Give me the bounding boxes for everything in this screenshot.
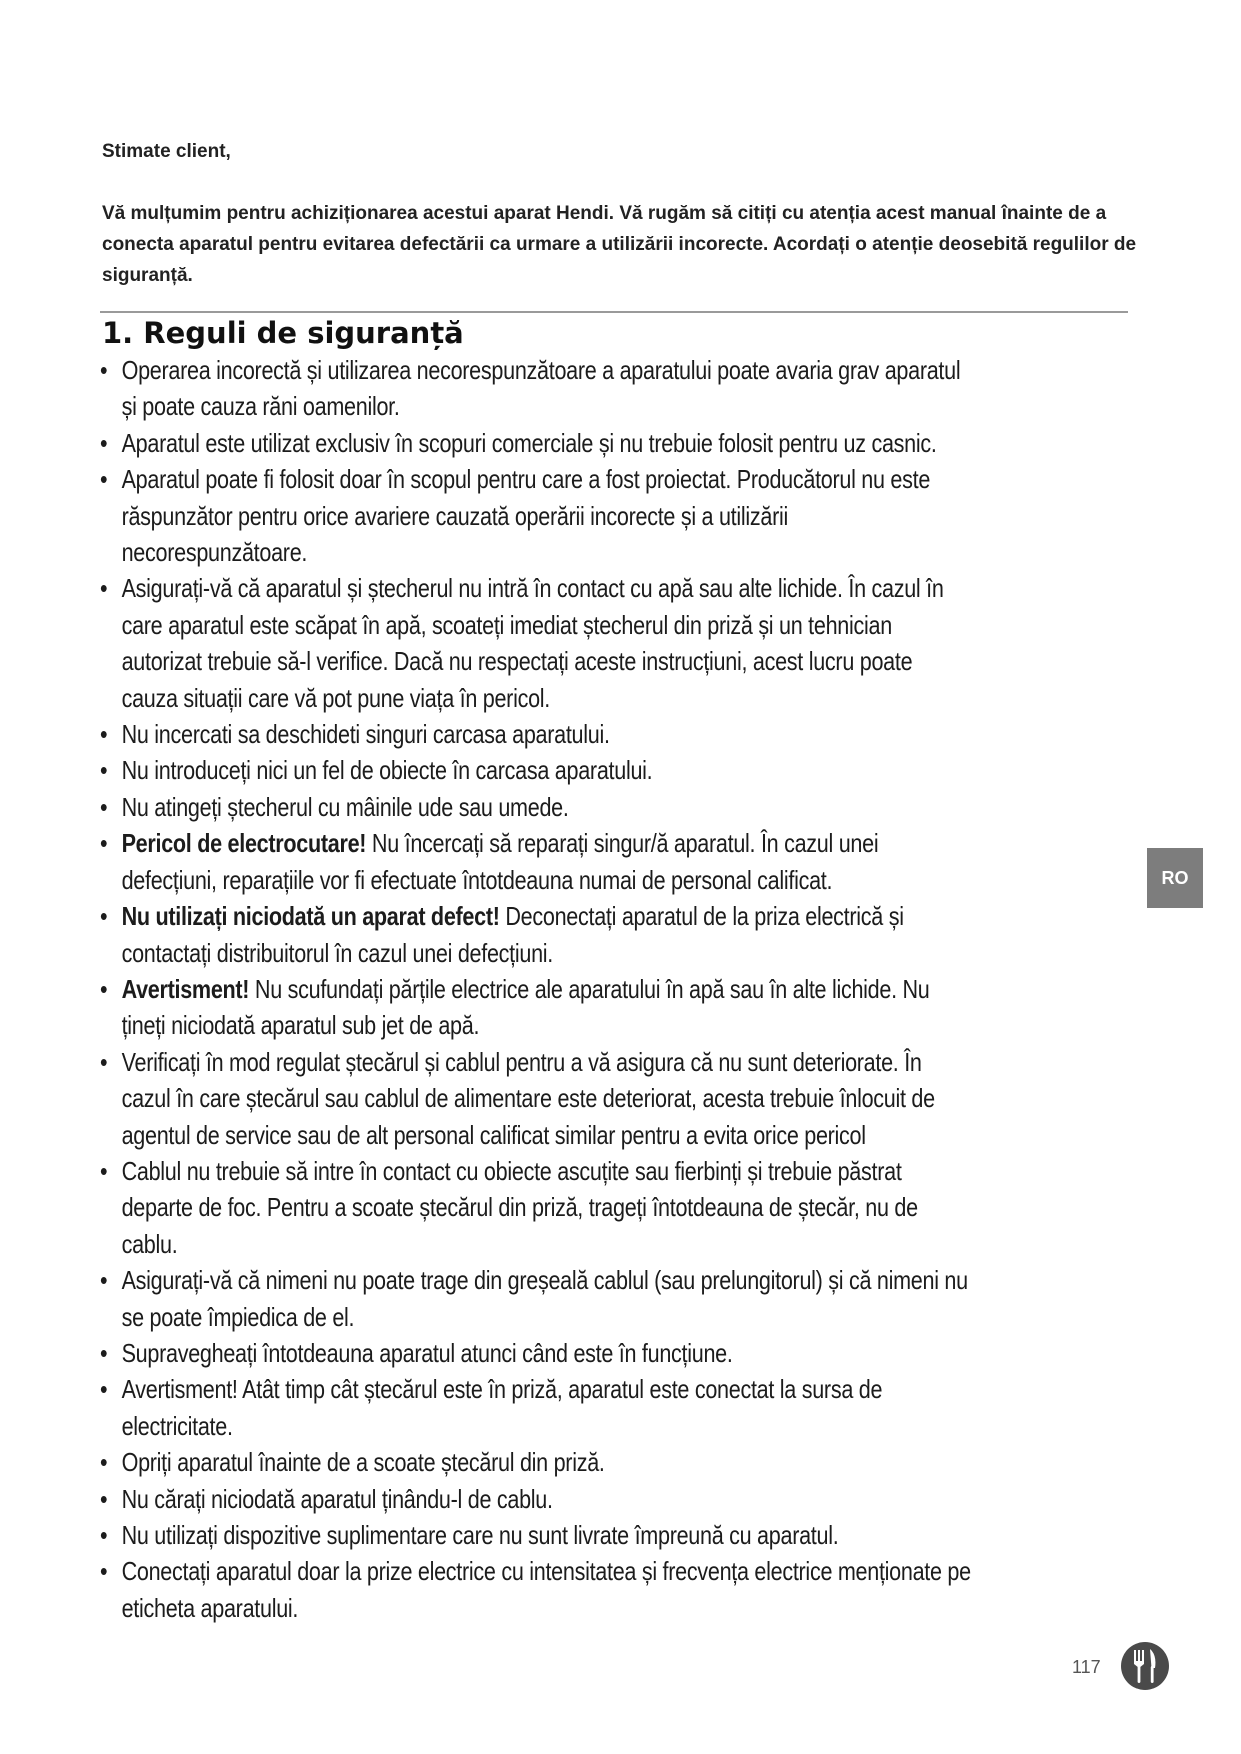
safety-rule-body: Nu incercati sa deschideti singuri carcasa aparatului. xyxy=(121,719,610,750)
bullet-icon: • xyxy=(100,719,108,750)
safety-rule-text xyxy=(122,1553,972,1626)
bullet-icon: • xyxy=(100,1337,108,1368)
bullet-icon: • xyxy=(100,1374,108,1405)
section-title: 1. Reguli de siguranță xyxy=(102,316,464,350)
safety-rule-body: Supravegheați întotdeauna aparatul atunci când este în funcțiune. xyxy=(121,1337,733,1368)
safety-rule-text xyxy=(122,1371,972,1444)
safety-rule-text xyxy=(122,789,972,825)
safety-rule-text xyxy=(122,1262,972,1335)
safety-rule-text xyxy=(122,898,972,971)
safety-rule-text xyxy=(122,1153,972,1262)
bullet-icon: • xyxy=(100,828,108,859)
safety-rule-item xyxy=(100,1335,972,1371)
page-number: 117 xyxy=(1072,1657,1101,1677)
safety-rule-body: Aparatul poate fi folosit doar în scopul pentru care a fost proiectat. Producătorul nu este răspunzător pentru orice avariere cauzată operării incorecte și a utilizării necorespunzătoare. xyxy=(121,464,931,568)
bullet-icon: • xyxy=(100,1483,108,1514)
safety-rule-item xyxy=(100,1153,972,1262)
safety-rule-item xyxy=(100,1481,972,1517)
safety-rule-body: Opriți aparatul înainte de a scoate ștecărul din priză. xyxy=(121,1447,605,1478)
safety-rule-text xyxy=(122,1481,972,1517)
greeting: Stimate client, xyxy=(102,141,231,162)
safety-rule-item xyxy=(100,1553,972,1626)
safety-rules-list xyxy=(100,352,972,1626)
safety-rule-item xyxy=(100,898,972,971)
safety-rule-text xyxy=(122,1044,972,1153)
intro-paragraph: Vă mulțumim pentru achiziționarea acestui aparat Hendi. Vă rugăm să citiți cu atenția acest manual înainte de a conecta aparatul pentru evitarea defectării ca urmare a utilizării incorecte. Acordați o atenție deosebită regulilor de siguranță. xyxy=(102,203,1137,286)
safety-rule-item xyxy=(100,752,972,788)
safety-rule-item xyxy=(100,1371,972,1444)
safety-rule-body: Nu cărați niciodată aparatul ținându-l de cablu. xyxy=(121,1483,553,1514)
safety-rule-text xyxy=(122,352,972,425)
safety-rule-body: Asigurați-vă că nimeni nu poate trage din greșeală cablul (sau prelungitorul) și că nimeni nu se poate împiedica de el. xyxy=(121,1265,968,1332)
bullet-icon: • xyxy=(100,973,108,1004)
safety-rule-item xyxy=(100,716,972,752)
safety-rule-lead: Pericol de electrocutare! xyxy=(121,828,367,859)
bullet-icon: • xyxy=(100,1265,108,1296)
bullet-icon: • xyxy=(100,1520,108,1550)
safety-rule-item xyxy=(100,1517,972,1553)
language-tab: RO xyxy=(1147,848,1203,908)
bullet-icon: • xyxy=(100,355,108,385)
section-divider xyxy=(100,311,1128,313)
bullet-icon: • xyxy=(100,573,108,604)
safety-rule-lead: Avertisment! xyxy=(121,973,250,1004)
safety-rule-text xyxy=(122,461,972,570)
bullet-icon: • xyxy=(100,464,108,495)
safety-rule-body: Asigurați-vă că aparatul și ștecherul nu intră în contact cu apă sau alte lichide. În cazul în care aparatul este scăpat în apă, scoateți imediat ștecherul din priză și un tehnician autorizat trebuie să-l verifice. Dacă nu respectați aceste instrucțiuni, acest lucru poate cauza situații care vă pot pune viața în pericol. xyxy=(121,573,944,713)
safety-rule-text xyxy=(122,1335,972,1371)
safety-rule-body: Avertisment! Atât timp cât ștecărul este în priză, aparatul este conectat la sursa de electricitate. xyxy=(121,1374,883,1441)
bullet-icon: • xyxy=(100,901,108,932)
safety-rule-body: Aparatul este utilizat exclusiv în scopuri comerciale și nu trebuie folosit pentru uz casnic. xyxy=(121,427,937,458)
safety-rule-item xyxy=(100,461,972,570)
safety-rule-text xyxy=(122,1444,972,1480)
bullet-icon: • xyxy=(100,1155,108,1186)
bullet-icon: • xyxy=(100,427,108,458)
safety-rule-item xyxy=(100,789,972,825)
bullet-icon: • xyxy=(100,1447,108,1478)
safety-rule-text xyxy=(122,425,972,461)
safety-rule-body: Nu atingeți ștecherul cu mâinile ude sau umede. xyxy=(121,791,569,822)
safety-rule-text xyxy=(122,1517,972,1553)
safety-rule-body: Conectați aparatul doar la prize electrice cu intensitatea și frecvența electrice menționate pe eticheta aparatului. xyxy=(121,1556,971,1623)
safety-rule-body: Operarea incorectă și utilizarea necorespunzătoare a aparatului poate avaria grav aparatul și poate cauza răni oamenilor. xyxy=(121,355,961,422)
hendi-cutlery-logo-icon xyxy=(1120,1641,1170,1691)
safety-rule-body: Nu utilizați dispozitive suplimentare care nu sunt livrate împreună cu aparatul. xyxy=(121,1520,839,1550)
bullet-icon: • xyxy=(100,1556,108,1587)
safety-rule-text xyxy=(122,716,972,752)
safety-rule-body: Cablul nu trebuie să intre în contact cu obiecte ascuțite sau fierbinți și trebuie păstrat departe de foc. Pentru a scoate ștecărul din priză, trageți întotdeauna de ștecăr, nu de cablu. xyxy=(121,1155,918,1259)
safety-rule-text xyxy=(122,752,972,788)
safety-rule-item xyxy=(100,971,972,1044)
bullet-icon: • xyxy=(100,755,108,786)
safety-rule-item xyxy=(100,1044,972,1153)
safety-rule-item xyxy=(100,1444,972,1480)
bullet-icon: • xyxy=(100,1046,108,1077)
safety-rule-text xyxy=(122,570,972,716)
bullet-icon: • xyxy=(100,791,108,822)
safety-rule-body: Nu încercați să reparați singur/ă aparatul. În cazul unei defecțiuni, reparațiile vor fi efectuate întotdeauna numai de personal calificat. xyxy=(121,828,879,895)
safety-rule-text xyxy=(122,971,972,1044)
safety-rule-item xyxy=(100,570,972,716)
safety-rule-item xyxy=(100,425,972,461)
safety-rule-body: Nu introduceți nici un fel de obiecte în carcasa aparatului. xyxy=(121,755,653,786)
safety-rule-item xyxy=(100,352,972,425)
safety-rule-text xyxy=(122,825,972,898)
safety-rule-body: Deconectați aparatul de la priza electrică și contactați distribuitorul în cazul unei defecțiuni. xyxy=(121,901,904,968)
safety-rule-lead: Nu utilizați niciodată un aparat defect! xyxy=(121,901,500,932)
safety-rule-item xyxy=(100,825,972,898)
safety-rule-body: Nu scufundați părțile electrice ale aparatului în apă sau în alte lichide. Nu țineți niciodată aparatul sub jet de apă. xyxy=(121,973,930,1041)
safety-rule-item xyxy=(100,1262,972,1335)
safety-rule-body: Verificați în mod regulat ștecărul și cablul pentru a vă asigura că nu sunt deteriorate. În cazul în care ștecărul sau cablul de alimentare este deteriorat, acesta trebuie înlocuit de agentul de service sau de alt personal calificat similar pentru a evita orice pericol xyxy=(121,1046,935,1150)
